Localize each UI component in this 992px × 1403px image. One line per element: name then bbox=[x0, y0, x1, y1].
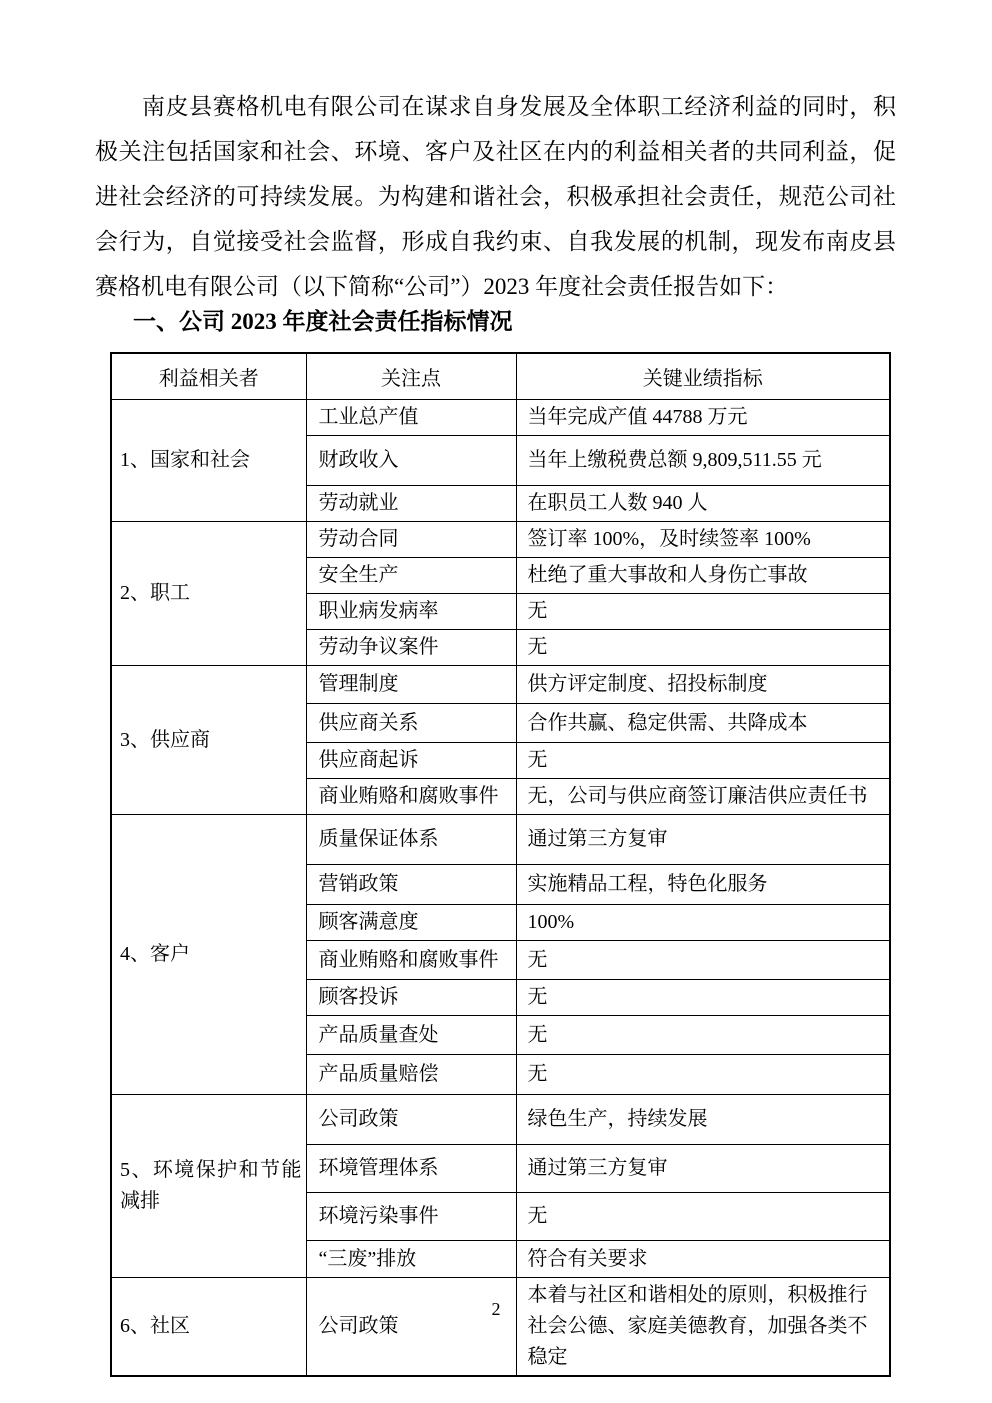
kpi-cell: 签订率 100%，及时续签率 100% bbox=[516, 522, 890, 558]
header-kpi: 关键业绩指标 bbox=[516, 353, 890, 400]
focus-cell: 劳动争议案件 bbox=[306, 630, 516, 666]
kpi-cell: 无 bbox=[516, 743, 890, 779]
focus-cell: 供应商关系 bbox=[306, 704, 516, 743]
focus-cell: 管理制度 bbox=[306, 666, 516, 704]
section-heading: 一、公司 2023 年度社会责任指标情况 bbox=[133, 309, 513, 334]
focus-cell: “三废”排放 bbox=[306, 1241, 516, 1278]
table-row bbox=[111, 1278, 890, 1377]
focus-cell: 顾客投诉 bbox=[306, 980, 516, 1016]
kpi-cell: 无 bbox=[516, 594, 890, 630]
table-row bbox=[111, 815, 890, 865]
kpi-cell: 无 bbox=[516, 1016, 890, 1055]
kpi-cell: 绿色生产，持续发展 bbox=[516, 1095, 890, 1145]
focus-cell: 商业贿赂和腐败事件 bbox=[306, 941, 516, 980]
focus-cell: 劳动就业 bbox=[306, 486, 516, 522]
kpi-cell: 实施精品工程，特色化服务 bbox=[516, 865, 890, 905]
stakeholder-cell: 1、国家和社会 bbox=[111, 400, 306, 522]
kpi-cell: 本着与社区和谐相处的原则，积极推行社会公德、家庭美德教育，加强各类不稳定 bbox=[516, 1278, 890, 1377]
kpi-cell: 无，公司与供应商签订廉洁供应责任书 bbox=[516, 779, 890, 815]
table-header-row bbox=[111, 353, 890, 400]
page-number: 2 bbox=[491, 1299, 501, 1319]
focus-cell: 公司政策 bbox=[306, 1278, 516, 1377]
kpi-cell: 杜绝了重大事故和人身伤亡事故 bbox=[516, 558, 890, 594]
focus-cell: 顾客满意度 bbox=[306, 905, 516, 941]
kpi-cell: 100% bbox=[516, 905, 890, 941]
kpi-cell: 无 bbox=[516, 1055, 890, 1095]
intro-paragraph: 南皮县赛格机电有限公司在谋求自身发展及全体职工经济利益的同时，积极关注包括国家和社会、环境、客户及社区在内的利益相关者的共同利益，促进社会经济的可持续发展。为构建和谐社会，积极承担社会责任，规范公司社会行为，自觉接受社会监督，形成自我约束、自我发展的机制，现发布南皮县赛格机电有限公司（以下简称“公司”）2023 年度社会责任报告如下： bbox=[95, 94, 896, 299]
kpi-cell: 当年上缴税费总额 9,809,511.55 元 bbox=[516, 436, 890, 486]
focus-cell: 工业总产值 bbox=[306, 400, 516, 436]
focus-cell: 环境管理体系 bbox=[306, 1145, 516, 1193]
header-stakeholder: 利益相关者 bbox=[111, 353, 306, 400]
focus-cell: 产品质量赔偿 bbox=[306, 1055, 516, 1095]
kpi-cell: 无 bbox=[516, 630, 890, 666]
stakeholder-cell: 3、供应商 bbox=[111, 666, 306, 815]
kpi-cell: 供方评定制度、招投标制度 bbox=[516, 666, 890, 704]
kpi-cell: 符合有关要求 bbox=[516, 1241, 890, 1278]
kpi-table-body bbox=[111, 400, 890, 1377]
table-row bbox=[111, 666, 890, 704]
focus-cell: 职业病发病率 bbox=[306, 594, 516, 630]
kpi-cell: 无 bbox=[516, 941, 890, 980]
stakeholder-cell: 5、环境保护和节能减排 bbox=[111, 1095, 306, 1278]
focus-cell: 劳动合同 bbox=[306, 522, 516, 558]
focus-cell: 营销政策 bbox=[306, 865, 516, 905]
kpi-cell: 通过第三方复审 bbox=[516, 815, 890, 865]
focus-cell: 商业贿赂和腐败事件 bbox=[306, 779, 516, 815]
focus-cell: 供应商起诉 bbox=[306, 743, 516, 779]
header-focus: 关注点 bbox=[306, 353, 516, 400]
table-row bbox=[111, 522, 890, 558]
focus-cell: 质量保证体系 bbox=[306, 815, 516, 865]
focus-cell: 产品质量查处 bbox=[306, 1016, 516, 1055]
kpi-cell: 无 bbox=[516, 980, 890, 1016]
kpi-cell: 无 bbox=[516, 1193, 890, 1241]
stakeholder-cell: 4、客户 bbox=[111, 815, 306, 1095]
focus-cell: 环境污染事件 bbox=[306, 1193, 516, 1241]
kpi-cell: 在职员工人数 940 人 bbox=[516, 486, 890, 522]
stakeholder-cell: 2、职工 bbox=[111, 522, 306, 666]
focus-cell: 安全生产 bbox=[306, 558, 516, 594]
kpi-cell: 当年完成产值 44788 万元 bbox=[516, 400, 890, 436]
kpi-table bbox=[110, 352, 891, 1377]
kpi-cell: 通过第三方复审 bbox=[516, 1145, 890, 1193]
stakeholder-cell: 6、社区 bbox=[111, 1278, 306, 1377]
table-row bbox=[111, 400, 890, 436]
table-row bbox=[111, 1095, 890, 1145]
kpi-cell: 合作共赢、稳定供需、共降成本 bbox=[516, 704, 890, 743]
focus-cell: 财政收入 bbox=[306, 436, 516, 486]
focus-cell: 公司政策 bbox=[306, 1095, 516, 1145]
